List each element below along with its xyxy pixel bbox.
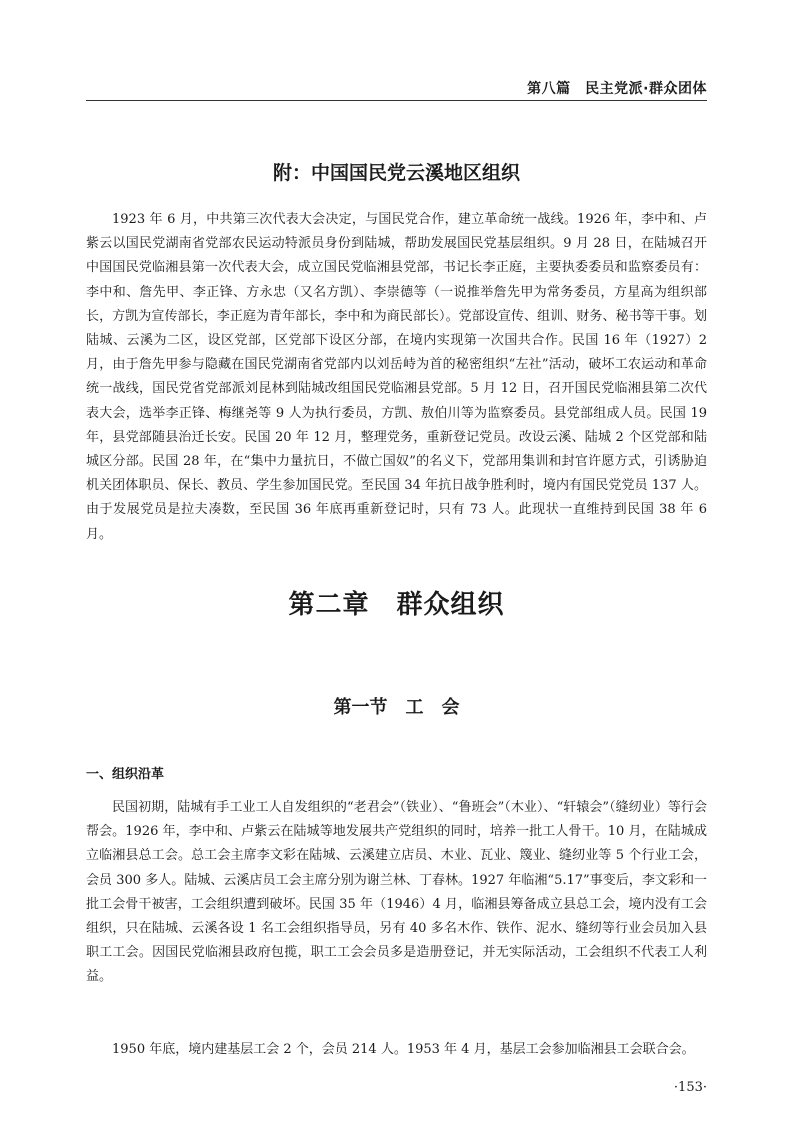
running-header: 第八篇 民主党派·群众团体 (527, 81, 707, 97)
subsection-title: 一、组织沿革 (86, 767, 165, 782)
body-paragraph: 民国初期，陆城有手工业工人自发组织的“老君会”（铁业）、“鲁班会”（木业）、“轩辕会”（缝纫业）等行会帮会。1926 年，李中和、卢紫云在陆城等地发展共产党组织的同时，培养一批工人骨干。10 月，在陆城成立临湘县总工会。总工会主席李文彩在陆城、云溪建立店员、木业、瓦业、篾业、缝纫业等 5 个行业工会，会员 300 多人。陆城、云溪店员工会主席分别为谢兰林、丁春林。1927 年临湘“5.17”事变后，李文彩和一批工会骨干被害，工会组织遭到破坏。民国 35 年（1946）4 月，临湘县筹备成立县总工会，境内没有工会组织，只在陆城、云溪各设 1 名工会组织指导员，另有 40 多名木作、铁作、泥水、缝纫等行业会员加入县职工工会。因国民党临湘县政府包揽，职工工会会员多是造册登记，并无实际活动，工会组织不代表工人利益。 (86, 800, 707, 985)
section-title: 第一节 工 会 (333, 697, 460, 718)
chapter-title: 第二章 群众组织 (288, 590, 505, 620)
appendix-paragraph: 1923 年 6 月，中共第三次代表大会决定，与国民党合作，建立革命统一战线。1926 年，李中和、卢紫云以国民党湖南省党部农民运动特派员身份到陆城，帮助发展国民党基层组织。9 月 28 日，在陆城召开中国国民党临湘县第一次代表大会，成立国民党临湘县党部，书记长李正庭，主要执委委员和监察委员有：李中和、詹先甲、李正锋、方永忠（又名方凯）、李崇德等（一说推举詹先甲为常务委员，方星高为组织部长，方凯为宣传部长，李正庭为青年部长，李中和为商民部长）。党部设宣传、组训、财务、秘书等干事。划陆城、云溪为二区，设区党部，区党部下设区分部，在境内实现第一次国共合作。民国 16 年（1927）2 月，由于詹先甲参与隐藏在国民党湖南省党部内以刘岳峙为首的秘密组织“左社”活动，破坏工农运动和革命统一战线，国民党省党部派刘昆林到陆城改组国民党临湘县党部。5 月 12 日，召开国民党临湘县第二次代表大会，选举李正锋、梅继尧等 9 人为执行委员，方凯、敖伯川等为监察委员。县党部组成人员。民国 19 年，县党部随县治迁长安。民国 20 年 12 月，整理党务，重新登记党员。改设云溪、陆城 2 个区党部和陆城区分部。民国 28 年，在“集中力量抗日，不做亡国奴”的名义下，党部用集训和封官许愿方式，引诱胁迫机关团体职员、保长、教员、学生参加国民党。至民国 34 年抗日战争胜利时，境内有国民党党员 137 人。由于发展党员是拉夫凑数，至民国 36 年底再重新登记时，只有 73 人。此现状一直维持到民国 38 年 6 月。 (86, 212, 707, 542)
header-divider (86, 100, 707, 101)
page-number: ·153· (673, 1080, 707, 1095)
appendix-title: 附：中国国民党云溪地区组织 (272, 162, 520, 184)
body-paragraph: 1950 年底，境内建基层工会 2 个，会员 214 人。1953 年 4 月，基层工会参加临湘县工会联合会。 (112, 1042, 695, 1057)
